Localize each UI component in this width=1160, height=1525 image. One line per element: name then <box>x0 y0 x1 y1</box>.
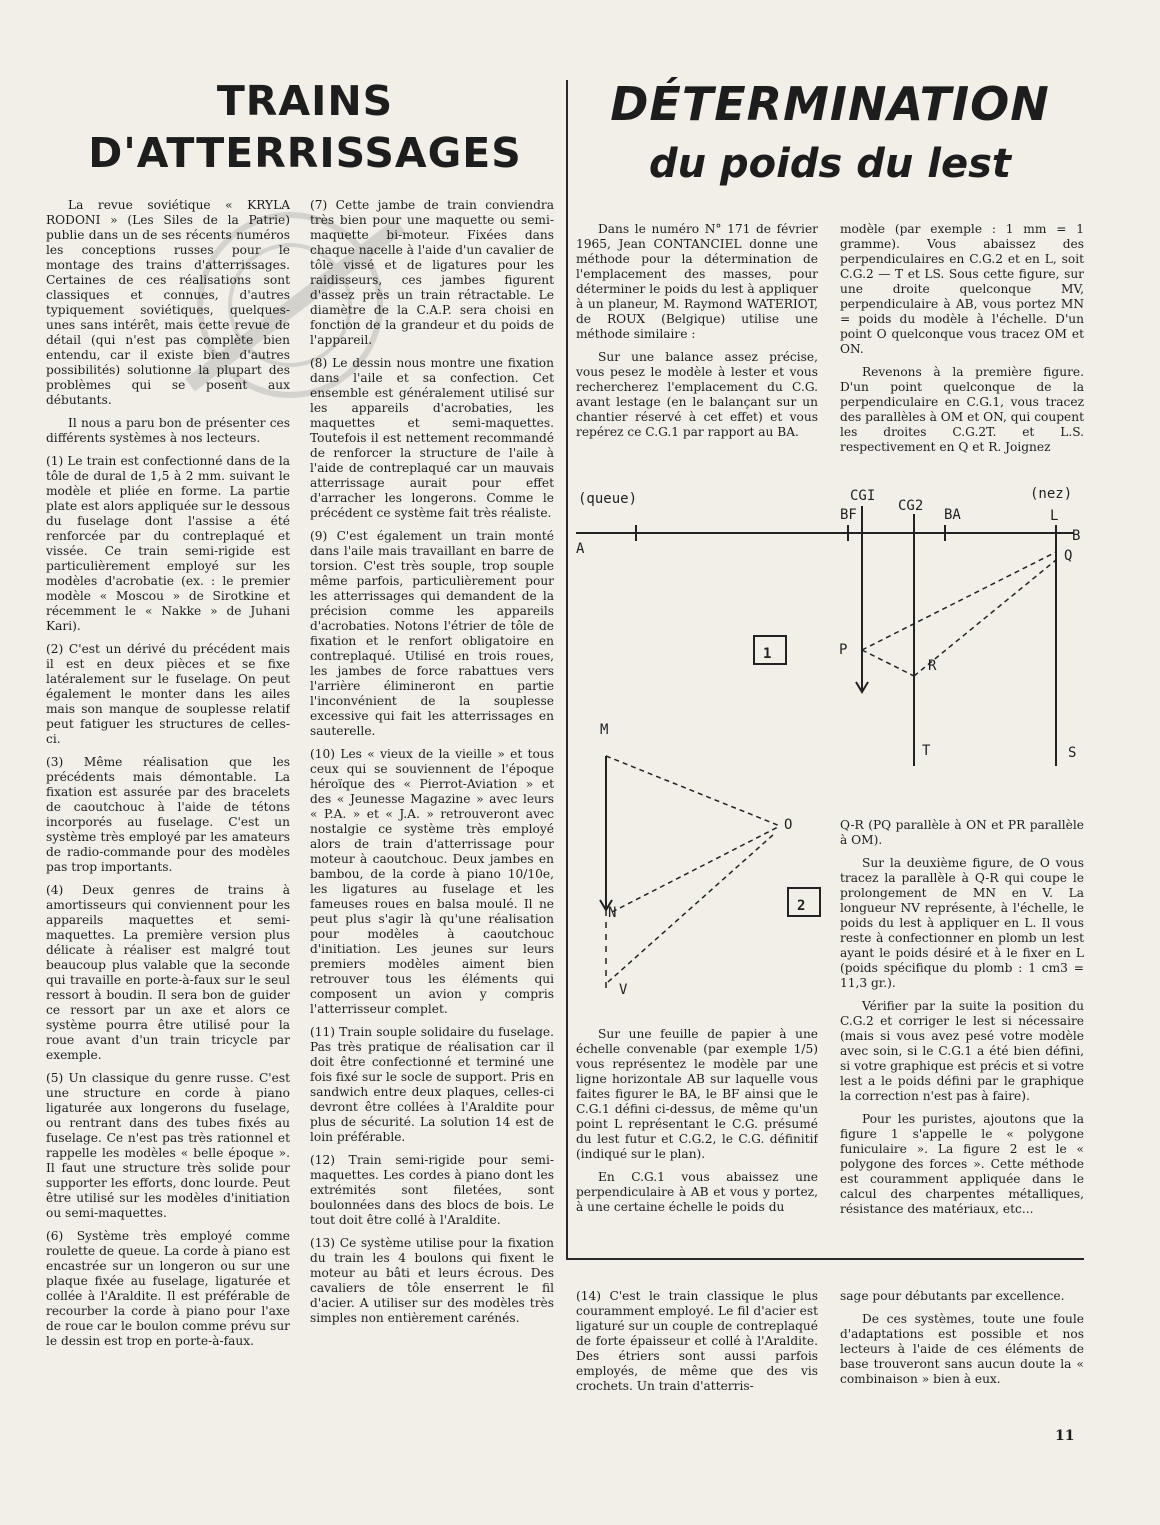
paragraph: Pour les puristes, ajoutons que la figure 1 s'appelle le « polygone funiculaire ». La figure 2 est le « polygone des forces ». Cette méthode est couramment appliquée dans le calcul des charpentes métalliques, résistance des matériaux, etc... <box>840 1112 1084 1216</box>
label-s: S <box>1068 745 1077 761</box>
line-ov <box>608 834 774 982</box>
label-ba: BA <box>944 507 961 523</box>
paragraph: Q-R (PQ parallèle à ON et PR parallèle à OM). <box>840 818 1084 847</box>
label-m: M <box>600 722 609 738</box>
paragraph-item-1: (1) Le train est confectionné dans de la tôle de dural de 1,5 à 2 mm. suivant le modèle et pliée en forme. La partie plate est alors appliquée sur le dessous du fuselage dont l'assise a été renforcée par du contreplaqué et vissée. Ce train semi-rigide est particulièrement employé sur les modèles d'acrobatie (ex. : le premier modèle « Moscou » de Sirotkine et récemment le « Nakke » de Juhani Kari). <box>46 454 290 633</box>
left-title-line2: D'ATTERRISSAGES <box>88 129 522 177</box>
page-number: 11 <box>1055 1428 1075 1444</box>
paragraph: La revue soviétique « KRYLA RODONI » (Les Siles de la Patrie) publie dans un de ses récents numéros les conceptions russes pour le montage des trains d'atterrissages. Certaines de ces réalisations sont classiques et connues, d'autres typiquement soviétiques, quelques-unes sans intérêt, mais cette revue de détail (qui n'est pas complète bien entendu, car il existe bien d'autres possibilités) solutionne la plupart des problèmes qui se posent aux débutants. <box>46 198 290 407</box>
right-article-top-right <box>840 222 1084 462</box>
paragraph-item-10: (10) Les « vieux de la vieille » et tous ceux qui se souviennent de l'époque héroïque des « Pierrot-Aviation » et des « Jeunesse Magazine » avec leurs « P.A. » et « J.A. » retrouveront avec nostalgie ce système très employé alors de train d'atterrissage pour moteur à caoutchouc. Deux jambes en bambou, de la corde à piano 10/10e, les ligatures au fuselage et les fameuses roues en balsa moulé. Il ne peut plus s'agir là qu'une réalisation pour modèles à caoutchouc d'initiation. Les jeunes sur leurs premiers modèles aiment bien retrouver tous les éléments qui composent un avion y compris l'atterrisseur complet. <box>310 747 554 1016</box>
right-article-bottom-left <box>576 1027 818 1232</box>
paragraph: Sur une feuille de papier à une échelle convenable (par exemple 1/5) vous représentez le modèle par une ligne horizontale AB sur laquelle vous faites figurer le BA, le BF ainsi que le C.G.1 défini ci-dessus, de même qu'un point L représentant le C.G. présumé du lest futur et C.G.2, le C.G. définitif (indiqué sur le plan). <box>576 1027 818 1161</box>
paragraph-item-14: (14) C'est le train classique le plus couramment employé. Le fil d'acier est ligaturé sur un couple de contreplaqué de forte épaisseur et collé à l'Araldite. Des étriers sont aussi parfois employés, de même que des vis crochets. Un train d'atterris- <box>576 1289 818 1393</box>
paragraph-item-12: (12) Train semi-rigide pour semi-maquettes. Les cordes à piano dont les extrémités sont filetées, sont boulonnées dans des blocs de bois. Le tout doit être collé à l'Araldite. <box>310 1153 554 1227</box>
paragraph: Sur une balance assez précise, vous pesez le modèle à lester et vous rechercherez l'emplacement du C.G. avant lestage (en le balançant sur un chantier réservé à cet effet) et vous repérez ce C.G.1 par rapport au BA. <box>576 350 818 439</box>
paragraph: modèle (par exemple : 1 mm = 1 gramme). Vous abaissez des perpendiculaires en C.G.2 et en L, soit C.G.2 — T et LS. Sous cette figure, sur une droite quelconque MV, perpendiculaire à AB, vous portez MN = poids du modèle à l'échelle. D'un point O quelconque vous tracez OM et ON. <box>840 222 1084 356</box>
paragraph: Vérifier par la suite la position du C.G.2 et corriger le lest si nécessaire (mais si vous avez pesé votre modèle avec soin, si le C.G.1 a été bien défini, si votre graphique est précis et si votre lest a le poids défini par le graphique la correction n'est pas à faire). <box>840 999 1084 1103</box>
label-p: P <box>839 642 848 658</box>
figure-1-label: 1 <box>763 646 772 662</box>
line-on <box>612 826 780 912</box>
left-title-line1: TRAINS <box>216 77 394 125</box>
figure-2-label: 2 <box>797 898 806 914</box>
right-article-title <box>580 75 1080 191</box>
label-t: T <box>922 743 931 759</box>
paragraph: Revenons à la première figure. D'un point quelconque de la perpendiculaire en C.G.1, vous tracez des parallèles à OM et ON, qui coupent les droites C.G.2T. et L.S. respectivement en Q et R. Joignez <box>840 365 1084 454</box>
label-o: O <box>784 817 793 833</box>
right-title-line2: du poids du lest <box>648 141 1012 187</box>
left-article-column-1 <box>46 198 290 1418</box>
label-cg1: CGI <box>850 488 876 504</box>
paragraph: De ces systèmes, toute une foule d'adaptations est possible et nos lecteurs à l'aide de ces éléments de base trouveront sans aucun doute la « combinaison » bien à eux. <box>840 1312 1084 1386</box>
paragraph-item-8: (8) Le dessin nous montre une fixation dans l'aile et sa confection. Cet ensemble est généralement utilisé sur les appareils d'acrobaties, les maquettes et semi-maquettes. Toutefois il est nettement recommandé de renforcer la structure de l'aile à l'aide de contreplaqué car un mauvais atterrissage aurait pour effet d'arracher les longerons. Comme le précédent ce système fait très réaliste. <box>310 356 554 520</box>
line-om <box>606 756 780 826</box>
label-a: A <box>576 541 585 557</box>
paragraph: Sur la deuxième figure, de O vous tracez la parallèle à Q-R qui coupe le prolongement de MN en V. La longueur NV représente, à l'échelle, le poids du lest à appliquer en L. Il vous reste à confectionner en plomb un lest ayant le poids désiré et à le fixer en L (poids spécifique du plomb : 1 cm3 = 11,3 gr.). <box>840 856 1084 990</box>
paragraph: sage pour débutants par excellence. <box>840 1289 1065 1303</box>
line-qr <box>914 560 1056 676</box>
label-queue: (queue) <box>578 491 638 507</box>
label-r: R <box>928 658 937 674</box>
paragraph-item-4: (4) Deux genres de trains à amortisseurs qui conviennent pour les appareils maquettes et semi-maquettes. La première version plus délicate à réaliser est malgré tout beaucoup plus valable que la seconde qui travaille en porte-à-faux sur le seul ressort à boudin. Il sera bon de guider ce ressort par un axe et alors ce système pourra être utilisé pour la roue avant d'un train tricycle par exemple. <box>46 883 290 1062</box>
label-q: Q <box>1064 548 1073 564</box>
label-bf: BF <box>840 507 857 523</box>
label-nez: (nez) <box>1030 486 1073 502</box>
left-article-column-4 <box>840 1289 1084 1424</box>
line-pq <box>862 552 1056 650</box>
label-l: L <box>1050 508 1059 524</box>
line-pr <box>862 650 914 676</box>
left-article-column-2 <box>310 198 554 1418</box>
right-article-bottom-right <box>840 818 1084 1238</box>
paragraph-item-13: (13) Ce système utilise pour la fixation du train les 4 boulons qui fixent le moteur au bâti et leurs écrous. Des cavaliers de tôle enserrent le fil d'acier. A utiliser sur des modèles très simples non entièrement carénés. <box>310 1236 554 1325</box>
left-article-column-3 <box>576 1289 818 1424</box>
paragraph-item-9: (9) C'est également un train monté dans l'aile mais travaillant en barre de torsion. C'est très souple, trop souple même parfois, particulièrement pour les atterrissages qui demandent de la précision comme les appareils d'acrobaties. Notons l'étrier de tôle de fixation et le renfort obligatoire en contreplaqué. Utilisé en trois roues, les jambes de force rabattues vers l'arrière élimineront en partie l'inconvénient de la souplesse excessive qui fait les atterrissages en sauterelle. <box>310 529 554 738</box>
column-divider-horizontal <box>566 1258 1084 1260</box>
label-v: V <box>619 982 628 998</box>
paragraph: Il nous a paru bon de présenter ces différents systèmes à nos lecteurs. <box>46 416 290 445</box>
paragraph: Dans le numéro N° 171 de février 1965, Jean CONTANCIEL donne une méthode pour la détermination de l'emplacement des masses, pour déterminer le poids du lest à appliquer à un planeur, M. Raymond WATERIOT, de ROUX (Belgique) utilise une méthode similaire : <box>576 222 818 341</box>
paragraph: En C.G.1 vous abaissez une perpendiculaire à AB et vous y portez, à une certaine échelle le poids du <box>576 1170 818 1214</box>
paragraph-item-5: (5) Un classique du genre russe. C'est une structure en corde à piano ligaturée aux longerons du fuselage, ou rentrant dans des tubes fixés au fuselage. Ce n'est pas très rationnel et rappelle les modèles « belle époque ». Il faut une structure très solide pour supporter les efforts, donc lourde. Peut être utilisé sur les modèles d'initiation ou semi-maquettes. <box>46 1071 290 1220</box>
label-n: N <box>608 905 617 921</box>
left-article-title <box>60 75 550 179</box>
paragraph-item-6: (6) Système très employé comme roulette de queue. La corde à piano est encastrée sur un longeron ou sur une plaque fixée au fuselage, ligaturée et collée à l'Araldite. Il est préférable de recourber la corde à piano pour l'axe de roue car le boulon comme prévu sur le dessin est trop en porte-à-faux. <box>46 1229 290 1348</box>
right-title-line1: DÉTERMINATION <box>610 77 1050 131</box>
paragraph-item-2: (2) C'est un dérivé du précédent mais il est en deux pièces et se fixe latéralement sur le fuselage. On peut également le monter dans les ailes mais son manque de souplesse relatif peut fatiguer les structures de celles-ci. <box>46 642 290 746</box>
paragraph-item-11: (11) Train souple solidaire du fuselage. Pas très pratique de réalisation car il doit être confectionné et terminé une fois fixé sur le socle de support. Pris en sandwich entre deux plaques, celles-ci devront être collées à l'Araldite pour plus de sécurité. La solution 14 est de loin préférable. <box>310 1025 554 1144</box>
right-article-top-left <box>576 222 818 462</box>
label-cg2: CG2 <box>898 498 924 514</box>
paragraph-item-3: (3) Même réalisation que les précédents mais démontable. La fixation est assurée par des bracelets de caoutchouc à l'aide de tétons incorporés au fuselage. C'est un système très employé par les amateurs de radio-commande pour des modèles pas trop importants. <box>46 755 290 874</box>
label-b: B <box>1072 528 1081 544</box>
paragraph-item-7: (7) Cette jambe de train conviendra très bien pour une maquette ou semi-maquette bi-moteur. Fixées dans chaque nacelle à l'aide d'un cavalier de tôle vissé et de ligatures pour les raidisseurs, ces jambes figurent d'assez près un train rétractable. Le diamètre de la C.A.P. sera choisi en fonction de la grandeur et du poids de l'appareil. <box>310 198 554 347</box>
